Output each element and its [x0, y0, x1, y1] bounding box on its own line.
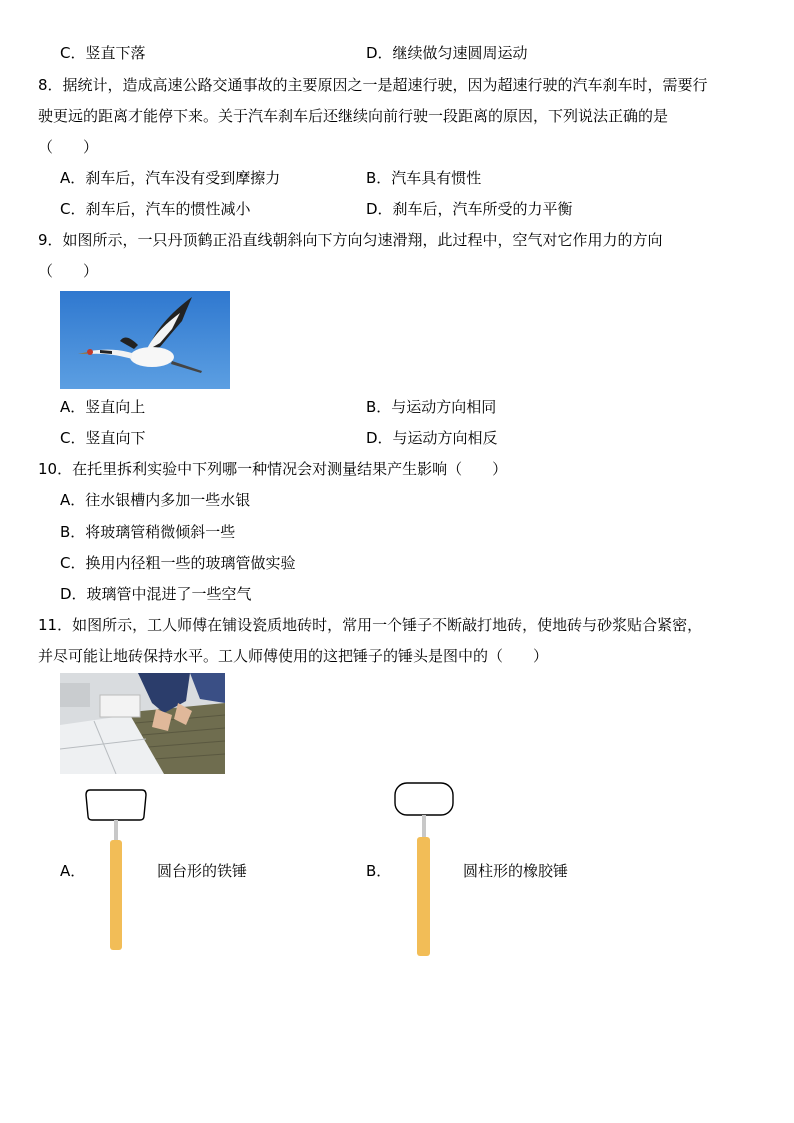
tiling-photo	[60, 673, 225, 774]
q9-option-b: B．与运动方向相同	[366, 398, 497, 416]
q7-option-c: C．竖直下落	[60, 44, 146, 62]
q7-option-d: D．继续做匀速圆周运动	[366, 44, 528, 62]
hammer-b-figure	[392, 780, 456, 960]
q11-stem-line1: 11．如图所示，工人师傅在铺设瓷质地砖时，常用一个锤子不断敲打地砖，使地砖与砂浆贴合紧密，	[38, 616, 703, 634]
q8-option-d: D．刹车后，汽车所受的力平衡	[366, 200, 573, 218]
q9-option-d: D．与运动方向相反	[366, 429, 498, 447]
q11-option-b-text: 圆柱形的橡胶锤	[463, 862, 569, 880]
q10-option-d: D．玻璃管中混进了一些空气	[60, 585, 252, 603]
q8-stem-line2: 驶更远的距离才能停下来。关于汽车刹车后还继续向前行驶一段距离的原因，下列说法正确的是	[38, 107, 669, 125]
crane-illustration	[60, 291, 230, 389]
q9-option-a: A．竖直向上	[60, 398, 146, 416]
q8-option-a: A．刹车后，汽车没有受到摩擦力	[60, 169, 281, 187]
tiling-illustration	[60, 673, 225, 774]
q11-option-a-text: 圆台形的铁锤	[157, 862, 248, 880]
q9-stem-line1: 9．如图所示，一只丹顶鹤正沿直线朝斜向下方向匀速滑翔，此过程中，空气对它作用力的方向	[38, 231, 663, 249]
q9-answer-paren: （ ）	[38, 262, 99, 280]
q11-option-a-letter: A．	[60, 862, 86, 880]
q8-stem-line1: 8．据统计，造成高速公路交通事故的主要原因之一是超速行驶，因为超速行驶的汽车刹车时，需要行	[38, 76, 708, 94]
q9-option-c: C．竖直向下	[60, 429, 146, 447]
q10-stem: 10．在托里拆利实验中下列哪一种情况会对测量结果产生影响（ ）	[38, 460, 508, 478]
q10-option-c: C．换用内径粗一些的玻璃管做实验	[60, 554, 296, 572]
q10-option-b: B．将玻璃管稍微倾斜一些	[60, 523, 236, 541]
q8-option-c: C．刹车后，汽车的惯性减小	[60, 200, 251, 218]
q10-option-a: A．往水银槽内多加一些水银	[60, 491, 251, 509]
crane-photo	[60, 291, 230, 389]
q11-option-b-letter: B．	[366, 862, 392, 880]
truncated-cone-hammer-icon	[84, 786, 148, 954]
q11-stem-line2: 并尽可能让地砖保持水平。工人师傅使用的这把锤子的锤头是图中的（ ）	[38, 647, 549, 665]
q8-answer-paren: （ ）	[38, 138, 99, 156]
hammer-a-figure	[84, 786, 148, 954]
q8-option-b: B．汽车具有惯性	[366, 169, 482, 187]
cylinder-hammer-icon	[392, 780, 456, 960]
